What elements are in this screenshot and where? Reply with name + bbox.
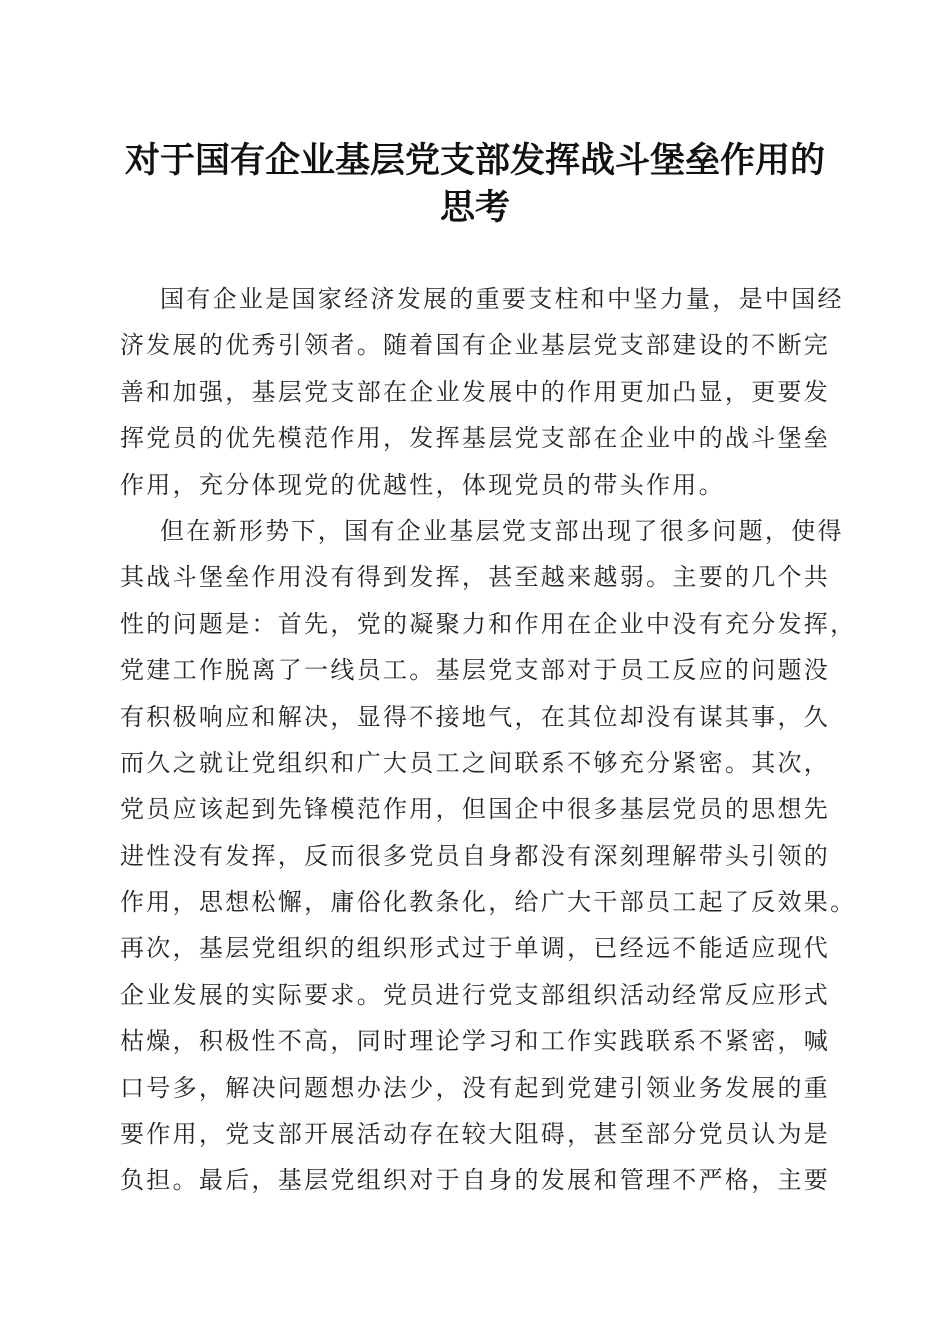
paragraph-2-line-1: 但在新形势下，国有企业基层党支部出现了很多问题，使得	[160, 516, 844, 545]
paragraph-1-line-5: 作用，充分体现党的优越性，体现党员的带头作用。	[120, 470, 725, 499]
paragraph-1	[120, 276, 844, 508]
paragraph-1-line-2: 济发展的优秀引领者。随着国有企业基层党支部建设的不断完	[120, 331, 831, 360]
paragraph-2-line-7: 党员应该起到先锋模范作用，但国企中很多基层党员的思想先	[120, 795, 831, 824]
title-line-1: 对于国有企业基层党支部发挥战斗堡垒作用的	[124, 140, 825, 181]
document-title	[110, 137, 840, 231]
title-line-2: 思考	[439, 187, 510, 228]
paragraph-2-line-14: 要作用，党支部开展活动存在较大阻碍，甚至部分党员认为是	[120, 1120, 831, 1149]
paragraph-2-line-5: 有积极响应和解决，显得不接地气，在其位却没有谋其事，久	[120, 702, 831, 731]
paragraph-1-line-3: 善和加强，基层党支部在企业发展中的作用更加凸显，更要发	[120, 377, 831, 406]
paragraph-2-line-2: 其战斗堡垒作用没有得到发挥，甚至越来越弱。主要的几个共	[120, 563, 831, 592]
paragraph-2-line-4: 党建工作脱离了一线员工。基层党支部对于员工反应的问题没	[120, 656, 831, 685]
paragraph-1-line-1: 国有企业是国家经济发展的重要支柱和中坚力量，是中国经	[160, 285, 844, 313]
paragraph-2-line-6: 而久之就让党组织和广大员工之间联系不够充分紧密。其次，	[120, 748, 831, 777]
paragraph-2-line-12: 枯燥，积极性不高，同时理论学习和工作实践联系不紧密，喊	[120, 1027, 831, 1056]
paragraph-1-line-4: 挥党员的优先模范作用，发挥基层党支部在企业中的战斗堡垒	[120, 424, 831, 453]
paragraph-2-line-9: 作用，思想松懈，庸俗化教条化，给广大干部员工起了反效果。	[120, 888, 857, 917]
paragraph-2-line-15: 负担。最后，基层党组织对于自身的发展和管理不严格，主要	[120, 1166, 831, 1195]
document-body	[120, 276, 857, 1204]
paragraph-2-line-11: 企业发展的实际要求。党员进行党支部组织活动经常反应形式	[120, 980, 831, 1009]
paragraph-2-line-13: 口号多，解决问题想办法少，没有起到党建引领业务发展的重	[120, 1073, 831, 1102]
paragraph-2	[120, 508, 857, 1204]
paragraph-2-line-10: 再次，基层党组织的组织形式过于单调，已经远不能适应现代	[120, 934, 831, 963]
paragraph-2-line-3: 性的问题是：首先，党的凝聚力和作用在企业中没有充分发挥，	[120, 609, 857, 638]
paragraph-2-line-8: 进性没有发挥，反而很多党员自身都没有深刻理解带头引领的	[120, 841, 831, 870]
